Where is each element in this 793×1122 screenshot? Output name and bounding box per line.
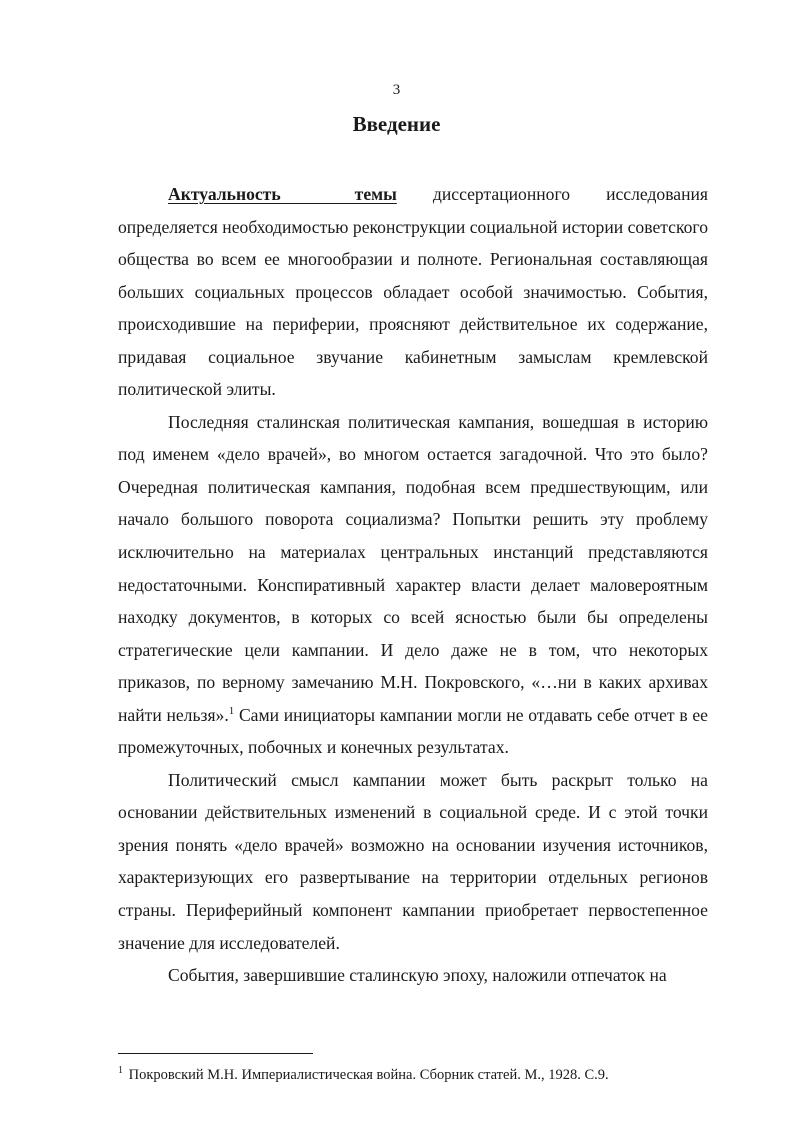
paragraph-1-text: диссертационного исследования определяется необходимостью реконструкции социальной истории советского общества во всем ее многообразии и полноте. Региональная составляющая больших социальных процессов обладает особой значимостью. События, происходившие на периферии, проясняют действительное их содержание, придавая социальное звучание кабинетным замыслам кремлевской политической элиты.: [118, 184, 709, 400]
footnote: [118, 1066, 718, 1084]
paragraph-2: [118, 406, 708, 764]
body-text: [118, 178, 708, 992]
footnote-text: Покровский М.Н. Империалистическая война. Сборник статей. М., 1928. С.9.: [125, 1067, 609, 1083]
paragraph-2-text-before-ref: Последняя сталинская политическая кампания, вошедшая в историю под именем «дело врачей», во многом остается загадочной. Что это было? Очередная политическая кампания, подобная всем предшествующим, или начало большого поворота социализма? Попытки решить эту проблему исключительно на материалах центральных инстанций представляются недостаточными. Конспиративный характер власти делает маловероятным находку документов, в которых со всей ясностью были бы определены стратегические цели кампании. И дело даже не в том, что некоторых приказов, по верному замечанию М.Н. Покровского, «…ни в каких архивах найти нельзя».: [118, 411, 708, 725]
paragraph-4-text: События, завершившие сталинскую эпоху, наложили отпечаток на: [168, 965, 667, 986]
paragraph-3-text: Политический смысл кампании может быть раскрыт только на основании действительных изменений в социальной среде. И с этой точки зрения понять «дело врачей» возможно на основании изучения источников, характеризующих его развертывание на территории отдельных регионов страны. Периферийный компонент кампании приобретает первостепенное значение для исследователей.: [118, 769, 708, 953]
page-title: Введение: [352, 112, 441, 136]
footnote-divider: [118, 1053, 313, 1054]
lead-phrase: Актуальность темы: [168, 184, 397, 204]
footnote-reference: 1: [228, 704, 235, 717]
paragraph-2-text-after-ref: Сами инициаторы кампании могли не отдавать себе отчет в ее промежуточных, побочных и конечных результатах.: [118, 704, 708, 758]
paragraph-1: [118, 178, 708, 406]
paragraph-4: [118, 959, 708, 992]
footnote-mark: 1: [118, 1065, 123, 1077]
page-number: 3: [392, 82, 401, 98]
paragraph-3: [118, 764, 708, 959]
